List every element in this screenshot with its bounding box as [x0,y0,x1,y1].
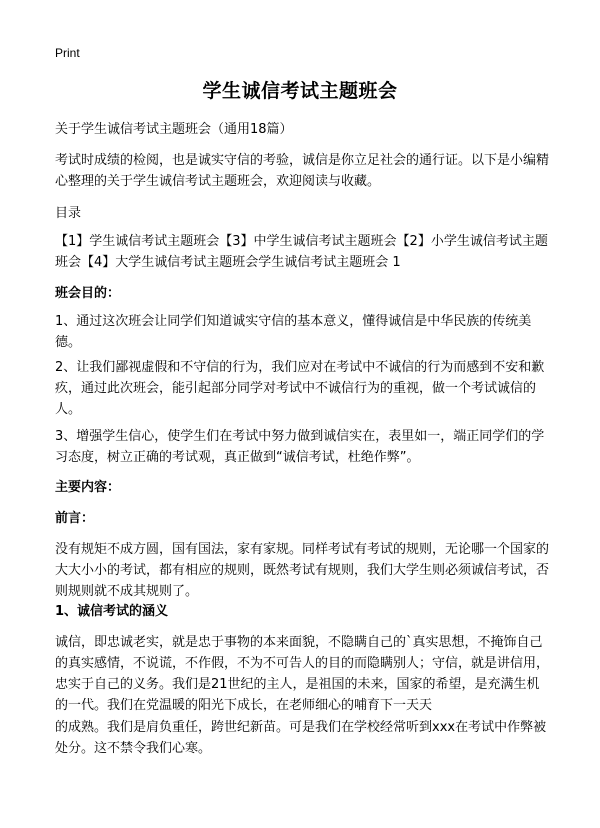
goal-text: 2、让我们鄙视虚假和不守信的行为，我们应对在考试中不诚信的行为而感到不安和歉疚，通过此次班会，能引起部分同学对考试中不诚信行为的重视，做一个考试诚信的人。 [55,360,545,417]
toc-text: 【1】学生诚信考试主题班会【3】中学生诚信考试主题班会【2】小学生诚信考试主题班会【4】大学生诚信考试主题班会学生诚信考试主题班会 1 [55,234,548,270]
goal-heading-text: 班会目的： [55,286,121,301]
preface-text: 没有规矩不成方圆，国有国法，家有家规。同样考试有考试的规则，无论哪一个国家的大大小小的考试，都有相应的规则，既然考试有规则，我们大学生则必须诚信考试，否则规则就不成其规则了。 [55,542,550,599]
goal-item-1 [55,311,550,353]
goal-text: 1、通过这次班会让同学们知道诚实守信的基本意义，懂得诚信是中华民族的传统美德。 [55,314,532,350]
section1-text: 诚信，即忠诚老实，就是忠于事物的本来面貌，不隐瞒自己的`真实思想，不掩饰自己的真实感情，不说谎，不作假，不为不可告人的目的而隐瞒别人；守信，就是讲信用，忠实于自己的义务。我们是21世纪的主人，是祖国的未来，国家的希望，是充满生机的一代。我们在党温暖的阳光下成长，在老师细心的哺育下一天天 [55,635,550,713]
section1-continued-paragraph [55,717,550,759]
goal-item-2 [55,357,550,420]
goal-item-3 [55,426,550,468]
subtitle-text: 关于学生诚信考试主题班会（通用18篇） [55,122,293,137]
toc-label-text: 目录 [55,206,82,221]
main-heading-text: 主要内容： [55,480,121,495]
preface-heading [55,508,550,529]
section1-paragraph [55,632,550,716]
goal-text: 3、增强学生信心，使学生们在考试中努力做到诚信实在，表里如一，端正同学们的学习态度，树立正确的考试观，真正做到“诚信考试，杜绝作弊”。 [55,429,545,465]
intro-text: 考试时成绩的检阅，也是诚实守信的考验，诚信是你立足社会的通行证。以下是小编精心整理的关于学生诚信考试主题班会，欢迎阅读与收藏。 [55,153,550,189]
intro-paragraph [55,150,550,192]
section1-heading [55,601,550,622]
section1-heading-text: 1、诚信考试的涵义 [55,604,169,619]
page-title: 学生诚信考试主题班会 [202,80,398,102]
print-label: Print [55,46,80,60]
section1-continued-text: 的成熟。我们是肩负重任，跨世纪新苗。可是我们在学校经常听到xxx在考试中作弊被处分。这不禁令我们心寒。 [55,720,547,756]
preface-heading-text: 前言： [55,511,95,526]
toc-paragraph [55,231,550,273]
document-subtitle [55,119,550,140]
toc-label [55,203,550,224]
preface-paragraph [55,539,550,602]
main-content-heading [55,477,550,498]
goal-heading [55,283,550,304]
